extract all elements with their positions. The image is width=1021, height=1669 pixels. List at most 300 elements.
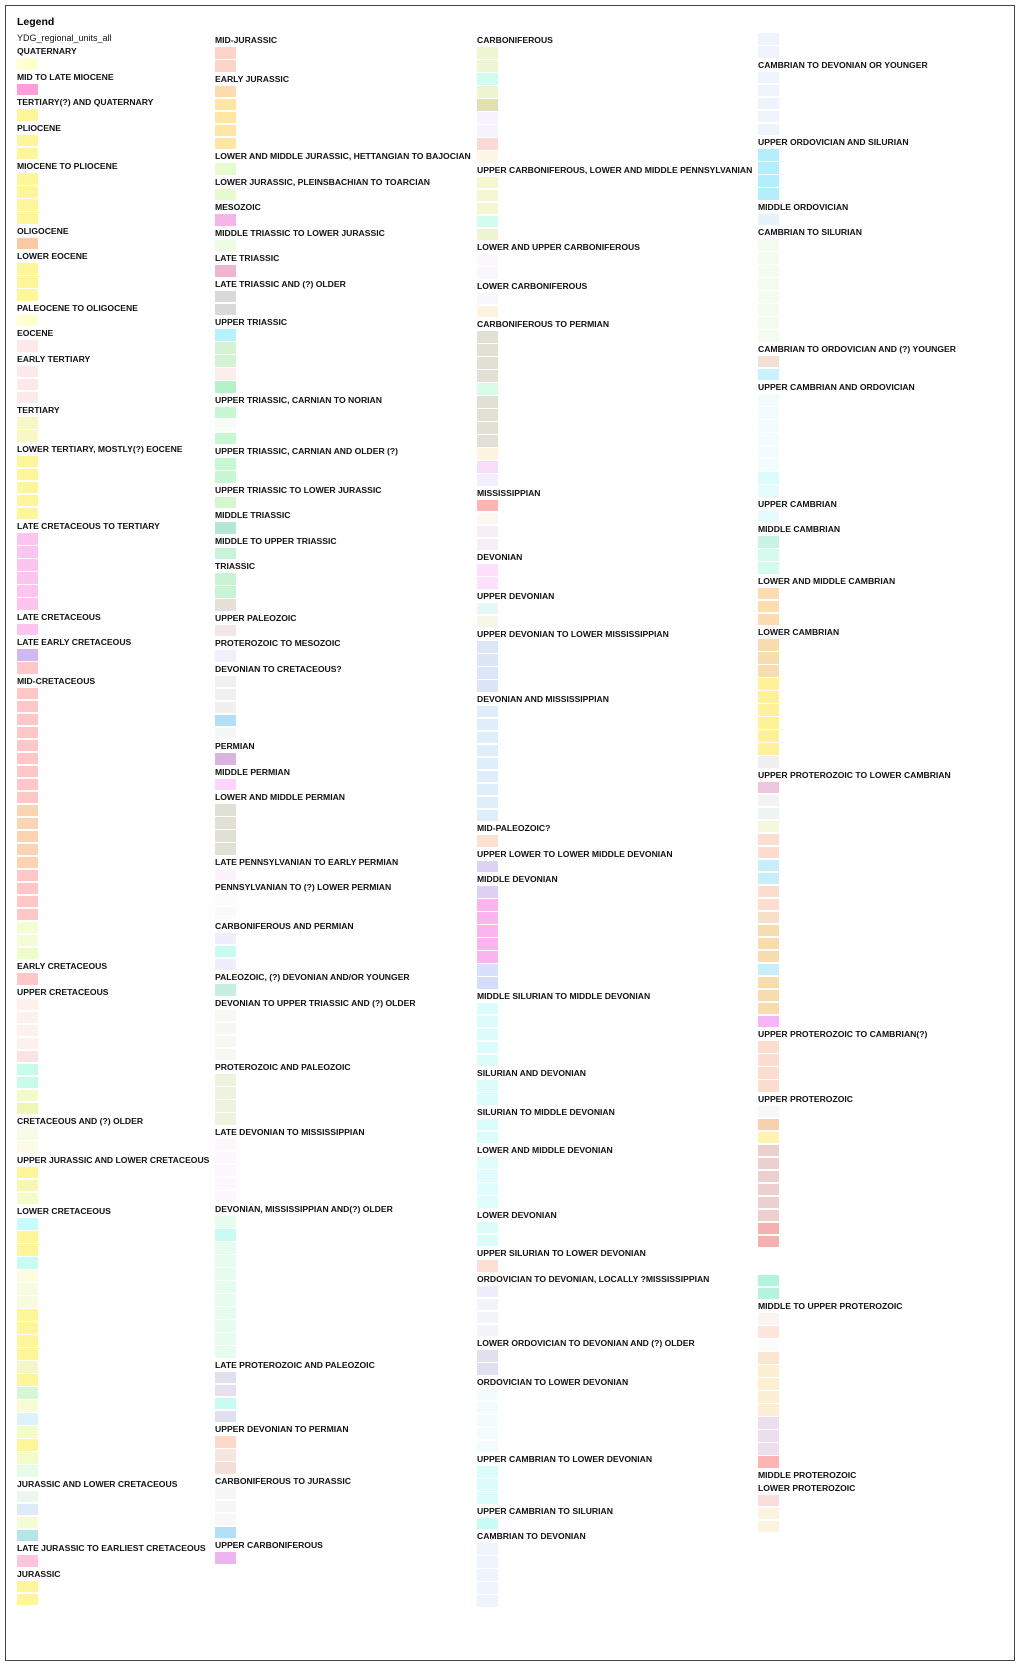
legend-swatch	[477, 771, 498, 783]
legend-swatch	[17, 366, 38, 378]
legend-entry-label: LATE CRETACEOUS	[17, 611, 101, 622]
legend-entry-label: LOWER DEVONIAN	[477, 1209, 557, 1220]
legend-swatch	[477, 1389, 498, 1401]
legend-entry-label: PROTEROZOIC AND PALEOZOIC	[215, 1062, 351, 1072]
legend-swatch	[477, 1466, 498, 1478]
legend-swatch	[17, 1012, 38, 1024]
legend-swatch	[17, 392, 38, 404]
legend-entry-label: MIDDLE PROTEROZOIC	[758, 1469, 857, 1480]
legend-swatch	[215, 1268, 236, 1280]
legend-entry-label: UPPER DEVONIAN TO LOWER MISSISSIPPIAN	[477, 629, 669, 639]
legend-entry-label: UPPER ORDOVICIAN AND SILURIAN	[758, 137, 909, 147]
legend-swatch	[215, 420, 236, 432]
legend-swatch	[758, 1521, 779, 1533]
legend-entry-label: TRIASSIC	[215, 561, 256, 571]
legend-swatch	[215, 86, 236, 98]
legend-swatch	[215, 1307, 236, 1319]
legend-swatch	[758, 472, 779, 484]
legend-swatch	[17, 922, 38, 934]
legend-column-3	[477, 33, 752, 1608]
legend-swatch	[758, 639, 779, 651]
legend-entry-label: UPPER DEVONIAN TO PERMIAN	[215, 1424, 349, 1434]
legend-swatch	[17, 844, 38, 856]
legend-entry-label: CAMBRIAN TO ORDOVICIAN AND (?) YOUNGER	[758, 343, 956, 354]
legend-swatch	[477, 370, 498, 382]
legend-swatch	[758, 847, 779, 859]
legend-entry-label: UPPER CAMBRIAN	[758, 498, 837, 509]
legend-swatch	[17, 1180, 38, 1192]
legend-entry-label: UPPER CARBONIFEROUS, LOWER AND MIDDLE PENNSYLVANIAN	[477, 164, 753, 175]
legend-entry-label: LATE PENNSYLVANIAN TO EARLY PERMIAN	[215, 856, 399, 867]
legend-entry-label: UPPER CAMBRIAN AND ORDOVICIAN	[758, 382, 915, 392]
legend-entry-label: MIDDLE DEVONIAN	[477, 874, 558, 884]
legend-swatch	[17, 1193, 38, 1205]
legend-swatch	[477, 797, 498, 809]
legend-swatch	[477, 190, 498, 202]
legend-swatch	[758, 214, 779, 226]
legend-entry-label: LOWER AND MIDDLE JURASSIC, HETTANGIAN TO BAJOCIAN	[215, 151, 471, 161]
legend-entry-label: LOWER TERTIARY, MOSTLY(?) EOCENE	[17, 443, 183, 454]
legend-swatch	[215, 779, 236, 791]
legend-swatch	[758, 977, 779, 989]
legend-swatch	[477, 1299, 498, 1311]
legend-swatch	[17, 1581, 38, 1593]
legend-swatch	[758, 149, 779, 161]
legend-swatch	[215, 1191, 236, 1203]
legend-entry-label: DEVONIAN AND MISSISSIPPIAN	[477, 693, 609, 704]
legend-swatch	[758, 1210, 779, 1222]
legend-swatch	[477, 758, 498, 770]
legend-title: Legend	[17, 16, 55, 28]
legend-swatch	[215, 728, 236, 740]
legend-swatch	[477, 306, 498, 318]
legend-entry-label: DEVONIAN, MISSISSIPPIAN AND(?) OLDER	[215, 1204, 393, 1214]
legend-swatch	[477, 73, 498, 85]
legend-swatch	[215, 1010, 236, 1022]
legend-swatch	[17, 546, 38, 558]
legend-swatch	[477, 99, 498, 111]
legend-swatch	[477, 1325, 498, 1337]
legend-swatch	[215, 843, 236, 855]
legend-swatch	[758, 433, 779, 445]
legend-entry-label: LATE TRIASSIC AND (?) OLDER	[215, 278, 346, 289]
legend-swatch	[17, 1296, 38, 1308]
legend-swatch	[477, 912, 498, 924]
legend-swatch	[758, 1106, 779, 1118]
legend-swatch	[215, 1100, 236, 1112]
legend-entry-label: UPPER CAMBRIAN TO LOWER DEVONIAN	[477, 1454, 653, 1464]
legend-swatch	[17, 58, 38, 70]
legend-swatch	[477, 1286, 498, 1298]
legend-swatch	[758, 899, 779, 911]
legend-entry-label: EARLY JURASSIC	[215, 73, 290, 84]
legend-swatch	[477, 1055, 498, 1067]
legend-swatch	[477, 409, 498, 421]
legend-swatch	[758, 964, 779, 976]
legend-swatch	[215, 1139, 236, 1151]
legend-swatch	[17, 857, 38, 869]
legend-swatch	[477, 616, 498, 628]
legend-swatch	[17, 662, 38, 674]
legend-swatch	[215, 1488, 236, 1500]
legend-swatch	[758, 1417, 779, 1429]
legend-swatch	[758, 46, 779, 58]
legend-entry-label: DEVONIAN TO CRETACEOUS?	[215, 663, 342, 674]
legend-swatch	[215, 573, 236, 585]
legend-entry-label: PALEOZOIC, (?) DEVONIAN AND/OR YOUNGER	[215, 972, 410, 982]
legend-swatch	[477, 1595, 498, 1607]
legend-swatch	[17, 688, 38, 700]
legend-swatch	[477, 641, 498, 653]
legend-swatch	[215, 1113, 236, 1125]
legend-entry-label: UPPER PALEOZOIC	[215, 612, 297, 623]
legend-swatch	[17, 559, 38, 571]
legend-swatch	[215, 1074, 236, 1086]
legend-swatch	[17, 495, 38, 507]
legend-entry-label: UPPER SILURIAN TO LOWER DEVONIAN	[477, 1248, 646, 1258]
legend-swatch	[215, 676, 236, 688]
legend-swatch	[215, 407, 236, 419]
legend-swatch	[215, 1514, 236, 1526]
legend-swatch	[758, 938, 779, 950]
legend-swatch	[477, 357, 498, 369]
legend-swatch	[17, 1348, 38, 1360]
legend-entry-label: ORDOVICIAN TO DEVONIAN, LOCALLY ?MISSISSIPPIAN	[477, 1273, 710, 1284]
legend-swatch	[215, 1372, 236, 1384]
legend-swatch	[215, 342, 236, 354]
legend-swatch	[477, 680, 498, 692]
legend-swatch	[17, 173, 38, 185]
legend-swatch	[17, 1244, 38, 1256]
legend-swatch	[215, 458, 236, 470]
legend-swatch	[17, 533, 38, 545]
legend-swatch	[477, 1350, 498, 1362]
legend-swatch	[758, 665, 779, 677]
legend-entry-label: UPPER LOWER TO LOWER MIDDLE DEVONIAN	[477, 848, 673, 859]
legend-swatch	[17, 973, 38, 985]
legend-swatch	[477, 938, 498, 950]
legend-swatch	[17, 740, 38, 752]
legend-entry-label: LOWER CRETACEOUS	[17, 1206, 111, 1216]
legend-swatch	[758, 420, 779, 432]
legend-swatch	[758, 330, 779, 342]
legend-swatch	[477, 1415, 498, 1427]
legend-swatch	[215, 1023, 236, 1035]
legend-swatch	[477, 1093, 498, 1105]
legend-entry-label: MIDDLE TO UPPER PROTEROZOIC	[758, 1301, 903, 1311]
legend-swatch	[215, 381, 236, 393]
legend-swatch	[17, 1128, 38, 1140]
legend-swatch	[477, 344, 498, 356]
legend-swatch	[758, 291, 779, 303]
legend-swatch	[17, 935, 38, 947]
legend-swatch	[758, 1041, 779, 1053]
legend-entry-label: LOWER AND MIDDLE PERMIAN	[215, 792, 346, 802]
legend-entry-label: QUATERNARY	[17, 46, 77, 56]
legend-swatch	[17, 1141, 38, 1153]
legend-swatch	[758, 925, 779, 937]
legend-swatch	[477, 47, 498, 59]
legend-swatch	[477, 1196, 498, 1208]
legend-swatch	[758, 459, 779, 471]
legend-entry-label: CAMBRIAN TO DEVONIAN	[477, 1531, 586, 1541]
legend-swatch	[17, 805, 38, 817]
legend-swatch	[17, 1335, 38, 1347]
legend-swatch	[758, 1171, 779, 1183]
legend-swatch	[215, 189, 236, 201]
legend-swatch	[758, 588, 779, 600]
legend-swatch	[215, 689, 236, 701]
legend-swatch	[215, 959, 236, 971]
legend-swatch	[477, 331, 498, 343]
legend-swatch	[17, 456, 38, 468]
legend-swatch	[758, 1158, 779, 1170]
legend-entry-label: MIDDLE ORDOVICIAN	[758, 201, 849, 212]
legend-entry-label: MID-JURASSIC	[215, 35, 278, 45]
legend-swatch	[215, 1216, 236, 1228]
legend-swatch	[477, 267, 498, 279]
legend-swatch	[758, 743, 779, 755]
legend-entry-label: LOWER AND UPPER CARBONIFEROUS	[477, 242, 640, 252]
legend-swatch	[215, 1398, 236, 1410]
legend-swatch	[215, 702, 236, 714]
legend-swatch	[215, 907, 236, 919]
legend-swatch	[17, 1594, 38, 1606]
legend-swatch	[215, 933, 236, 945]
legend-swatch	[215, 1462, 236, 1474]
legend-swatch	[477, 964, 498, 976]
legend-entry-label: PERMIAN	[215, 741, 255, 751]
legend-swatch	[758, 704, 779, 716]
legend-swatch	[758, 1456, 779, 1468]
legend-swatch	[17, 1517, 38, 1529]
legend-swatch	[758, 1508, 779, 1520]
legend-swatch	[477, 229, 498, 241]
legend-swatch	[477, 667, 498, 679]
legend-swatch	[215, 1255, 236, 1267]
legend-swatch	[758, 511, 779, 523]
legend-swatch	[17, 430, 38, 442]
legend-swatch	[17, 263, 38, 275]
legend-swatch	[215, 1294, 236, 1306]
legend-swatch	[17, 831, 38, 843]
legend-swatch	[215, 1036, 236, 1048]
legend-swatch	[17, 1452, 38, 1464]
legend-swatch	[477, 745, 498, 757]
legend-swatch	[758, 1404, 779, 1416]
legend-swatch	[215, 112, 236, 124]
legend-swatch	[215, 830, 236, 842]
legend-swatch	[17, 508, 38, 520]
legend-swatch	[17, 469, 38, 481]
legend-swatch	[17, 909, 38, 921]
legend-swatch	[758, 1288, 779, 1300]
legend-swatch	[758, 252, 779, 264]
legend-swatch	[215, 1087, 236, 1099]
legend-entry-label: PENNSYLVANIAN TO (?) LOWER PERMIAN	[215, 882, 392, 892]
legend-swatch	[215, 1385, 236, 1397]
legend-swatch	[17, 1064, 38, 1076]
legend-swatch	[758, 124, 779, 136]
legend-swatch	[758, 317, 779, 329]
legend-swatch	[17, 1038, 38, 1050]
legend-swatch	[758, 485, 779, 497]
legend-entry-label: CARBONIFEROUS	[477, 35, 553, 45]
legend-swatch	[17, 598, 38, 610]
legend-swatch	[758, 808, 779, 820]
legend-swatch	[758, 162, 779, 174]
legend-swatch	[758, 1249, 779, 1261]
legend-swatch	[477, 1042, 498, 1054]
legend-entry-label: CARBONIFEROUS TO PERMIAN	[477, 319, 610, 329]
legend-swatch	[477, 951, 498, 963]
legend-swatch	[215, 1346, 236, 1358]
legend-entry-label: JURASSIC	[17, 1568, 61, 1579]
legend-entry-label: MIOCENE TO PLIOCENE	[17, 161, 118, 171]
legend-swatch	[17, 883, 38, 895]
legend-swatch	[17, 109, 38, 121]
legend-entry-label: UPPER TRIASSIC TO LOWER JURASSIC	[215, 484, 382, 495]
legend-swatch	[758, 1352, 779, 1364]
legend-swatch	[215, 894, 236, 906]
legend-swatch	[758, 304, 779, 316]
legend-entry-label: DEVONIAN	[477, 552, 523, 562]
legend-swatch	[215, 1552, 236, 1564]
legend-swatch	[477, 1222, 498, 1234]
legend-swatch	[477, 977, 498, 989]
legend-swatch	[215, 99, 236, 111]
legend-entry-label: MIDDLE TRIASSIC	[215, 510, 291, 520]
legend-swatch	[215, 47, 236, 59]
legend-swatch	[758, 614, 779, 626]
legend-swatch	[477, 526, 498, 538]
legend-entry-label: LOWER AND MIDDLE DEVONIAN	[477, 1145, 613, 1155]
legend-swatch	[477, 1582, 498, 1594]
legend-entry-label: JURASSIC AND LOWER CRETACEOUS	[17, 1478, 178, 1489]
legend-swatch	[477, 577, 498, 589]
legend-swatch	[215, 599, 236, 611]
legend-swatch	[17, 1077, 38, 1089]
legend-swatch	[758, 990, 779, 1002]
legend-swatch	[215, 471, 236, 483]
legend-entry-label: PROTEROZOIC TO MESOZOIC	[215, 638, 341, 648]
legend-entry-label: LATE DEVONIAN TO MISSISSIPPIAN	[215, 1126, 365, 1137]
legend-swatch	[758, 678, 779, 690]
legend-swatch	[758, 834, 779, 846]
legend-entry-label: ORDOVICIAN TO LOWER DEVONIAN	[477, 1376, 629, 1387]
legend-entry-label: MIDDLE SILURIAN TO MIDDLE DEVONIAN	[477, 990, 651, 1001]
legend-swatch	[758, 85, 779, 97]
legend-swatch	[758, 1236, 779, 1248]
legend-swatch	[477, 1543, 498, 1555]
legend-swatch	[17, 948, 38, 960]
legend-swatch	[758, 98, 779, 110]
legend-swatch	[477, 1556, 498, 1568]
legend-swatch	[477, 60, 498, 72]
legend-entry-label: UPPER CARBONIFEROUS	[215, 1540, 323, 1550]
legend-entry-label: DEVONIAN TO UPPER TRIASSIC AND (?) OLDER	[215, 997, 416, 1008]
legend-entry-label: CAMBRIAN TO DEVONIAN OR YOUNGER	[758, 59, 928, 70]
legend-swatch	[758, 1339, 779, 1351]
legend-swatch	[17, 1270, 38, 1282]
legend-swatch	[215, 548, 236, 560]
legend-entry-label: UPPER PROTEROZOIC TO CAMBRIAN(?)	[758, 1029, 928, 1039]
legend-swatch	[17, 148, 38, 160]
legend-entry-label: OLIGOCENE	[17, 225, 69, 236]
legend-swatch	[477, 925, 498, 937]
legend-swatch	[17, 1439, 38, 1451]
legend-swatch	[758, 1430, 779, 1442]
legend-swatch	[477, 448, 498, 460]
legend-swatch	[477, 1312, 498, 1324]
legend-swatch	[215, 355, 236, 367]
legend-entry-label: UPPER CRETACEOUS	[17, 986, 109, 997]
legend-swatch	[17, 276, 38, 288]
legend-swatch	[758, 1326, 779, 1338]
legend-swatch	[17, 999, 38, 1011]
legend-swatch	[477, 435, 498, 447]
legend-swatch	[477, 138, 498, 150]
legend-entry-label: LOWER AND MIDDLE CAMBRIAN	[758, 575, 896, 586]
legend-swatch	[17, 727, 38, 739]
legend-swatch	[215, 163, 236, 175]
legend-swatch	[477, 1402, 498, 1414]
legend-entry-label: UPPER TRIASSIC, CARNIAN AND OLDER (?)	[215, 446, 399, 456]
legend-swatch	[17, 289, 38, 301]
legend-swatch	[758, 239, 779, 251]
legend-swatch	[758, 407, 779, 419]
legend-column-4	[758, 33, 956, 1534]
legend-entry-label: CAMBRIAN TO SILURIAN	[758, 227, 862, 237]
legend-column-2	[215, 33, 471, 1565]
legend-swatch	[215, 240, 236, 252]
legend-swatch	[215, 304, 236, 316]
legend-swatch	[215, 497, 236, 509]
legend-swatch	[17, 1090, 38, 1102]
legend-swatch	[758, 691, 779, 703]
legend-swatch	[17, 753, 38, 765]
legend-entry-label: EOCENE	[17, 328, 54, 338]
legend-swatch	[477, 1428, 498, 1440]
legend-swatch	[17, 714, 38, 726]
legend-swatch	[477, 654, 498, 666]
legend-swatch	[758, 1275, 779, 1287]
legend-swatch	[477, 835, 498, 847]
legend-swatch	[758, 1054, 779, 1066]
legend-swatch	[17, 379, 38, 391]
legend-swatch	[17, 1257, 38, 1269]
legend-swatch	[215, 1449, 236, 1461]
legend-swatch	[17, 1400, 38, 1412]
legend-entry-label: TERTIARY(?) AND QUATERNARY	[17, 97, 154, 107]
legend-entry-label: SILURIAN TO MIDDLE DEVONIAN	[477, 1106, 615, 1117]
legend-entry-label: LOWER ORDOVICIAN TO DEVONIAN AND (?) OLDER	[477, 1338, 695, 1348]
legend-swatch	[215, 1178, 236, 1190]
legend-swatch	[215, 1229, 236, 1241]
legend-swatch	[215, 1049, 236, 1061]
legend-swatch	[477, 1003, 498, 1015]
legend-swatch	[215, 368, 236, 380]
legend-swatch	[17, 1555, 38, 1567]
legend-swatch	[17, 1051, 38, 1063]
legend-entry-label: LATE TRIASSIC	[215, 253, 280, 263]
legend-swatch	[17, 624, 38, 636]
legend-swatch	[758, 1391, 779, 1403]
legend-swatch	[758, 369, 779, 381]
legend-swatch	[477, 1441, 498, 1453]
legend-swatch	[215, 522, 236, 534]
layer-name: YDG_regional_units_all	[17, 33, 112, 43]
